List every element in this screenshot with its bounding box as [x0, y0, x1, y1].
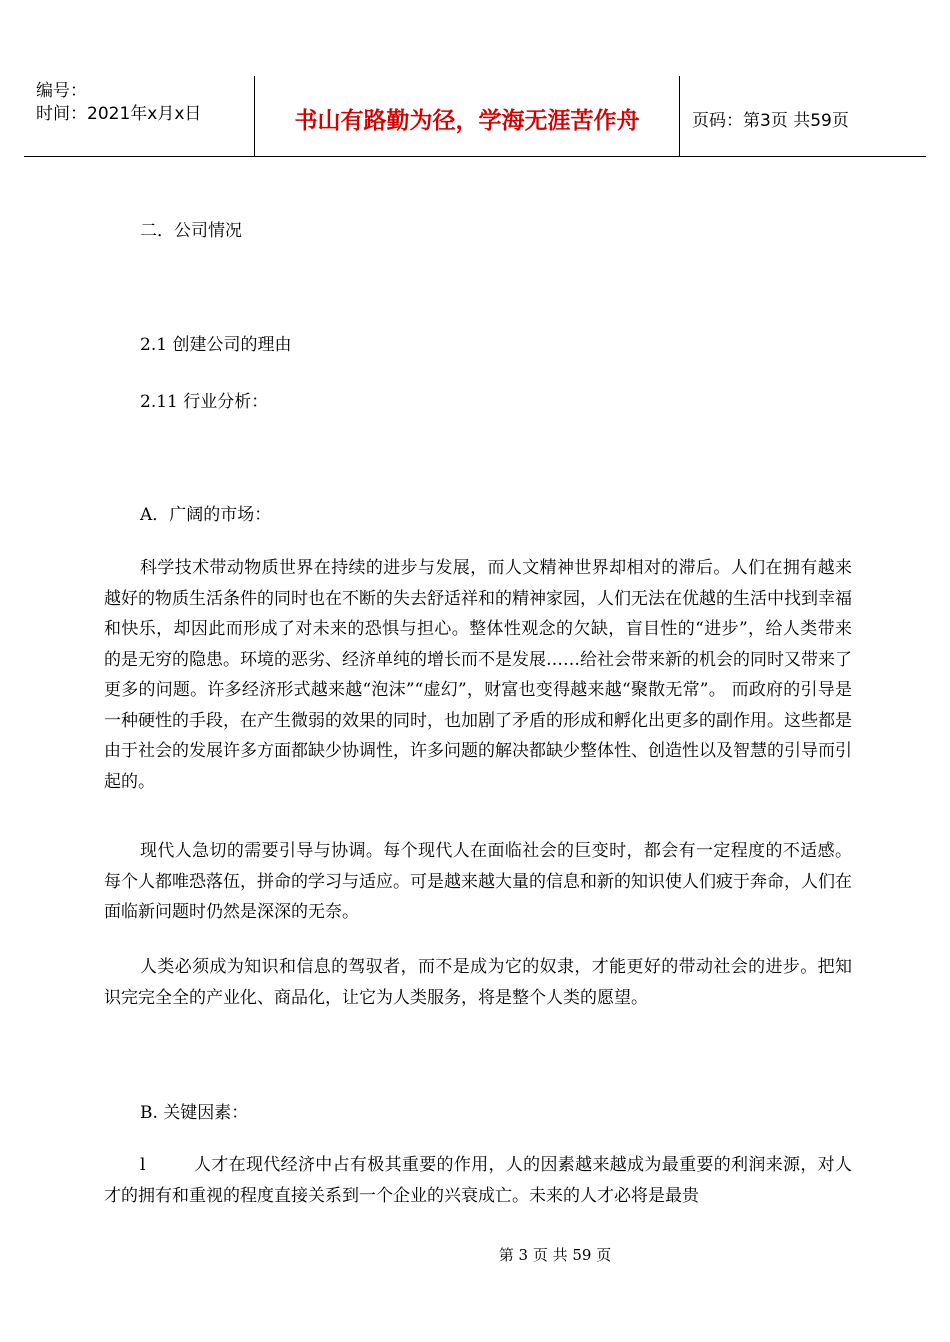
bullet-text: 人才在现代经济中占有极其重要的作用，人的因素越来越成为最重要的利润来源，对人才的拥有和重视的程度直接关系到一个企业的兴衰成亡。未来的人才必将是最贵 [104, 1155, 852, 1206]
header-page-info: 页码：第3页 共59页 [692, 111, 849, 131]
paragraph: 人类必须成为知识和信息的驾驭者，而不是成为它的奴隶，才能更好的带动社会的进步。把知识完完全全的产业化、商品化，让它为人类服务，将是整个人类的愿望。 [104, 957, 852, 1008]
heading-a: A．广阔的市场： [140, 505, 272, 525]
document-number-label: 编号： [36, 81, 87, 101]
header-motto: 书山有路勤为径，学海无涯苦作舟 [294, 108, 640, 134]
list-item [104, 1150, 852, 1211]
page-header [24, 76, 926, 157]
header-meta [36, 80, 201, 126]
paragraph: 科学技术带动物质世界在持续的进步与发展，而人文精神世界却相对的滞后。人们在拥有越来越好的物质生活条件的同时也在不断的失去舒适祥和的精神家园，人们无法在优越的生活中找到幸福和快乐，却因此而形成了对未来的恐惧与担心。整体性观念的欠缺，盲目性的“进步”，给人类带来的是无穷的隐患。环境的恶劣、经济单纯的增长而不是发展……给社会带来新的机会的同时又带来了更多的问题。许多经济形式越来越“泡沫”“虚幻”，财富也变得越来越“聚散无常”。 而政府的引导是一种硬性的手段，在产生微弱的效果的同时，也加剧了矛盾的形成和孵化出更多的副作用。这些都是由于社会的发展许多方面都缺少协调性，许多问题的解决都缺少整体性、创造性以及智慧的引导而引起的。 [104, 558, 852, 792]
heading-b: B. 关键因素： [140, 1103, 249, 1123]
section-title: 二．公司情况 [140, 221, 242, 241]
bullet-marker: l [140, 1155, 146, 1175]
header-divider [679, 76, 680, 156]
document-date: 时间：2021年x月x日 [36, 104, 202, 124]
paragraph: 现代人急切的需要引导与协调。每个现代人在面临社会的巨变时，都会有一定程度的不适感。每个人都唯恐落伍，拼命的学习与适应。可是越来越大量的信息和新的知识使人们疲于奔命，人们在面临新问题时仍然是深深的无奈。 [104, 841, 852, 922]
subsubsection-heading: 2.11 行业分析： [140, 392, 269, 412]
subsection-heading: 2.1 创建公司的理由 [140, 335, 292, 355]
page-footer: 第 3 页 共 59 页 [498, 1246, 612, 1264]
